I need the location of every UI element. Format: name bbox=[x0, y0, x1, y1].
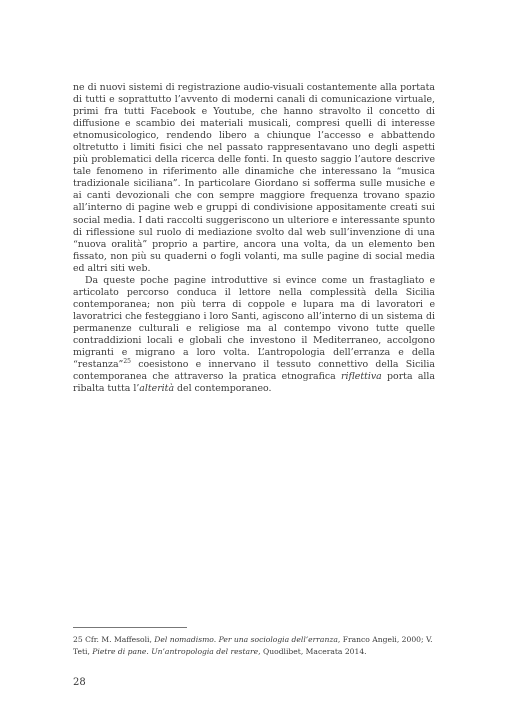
footnote-divider bbox=[73, 627, 187, 628]
footnote-title-1: Del nomadismo. Per una sociologia dell’erranza bbox=[154, 635, 338, 644]
paragraph-2-italic-2: alterità bbox=[139, 383, 175, 395]
footnote-reference: 25 bbox=[123, 357, 131, 365]
footnote bbox=[73, 634, 435, 657]
footnote-number: 25 bbox=[73, 635, 83, 644]
paragraph-2-text-2: coesistono e innervano il tessuto connettivo della Sicilia contemporanea che attraverso la pratica etnografica bbox=[73, 359, 435, 383]
paragraph-2-text-4: del contemporaneo. bbox=[174, 383, 272, 395]
footnote-text-2: , Franco Angeli, 2000; V. Teti, bbox=[73, 635, 433, 656]
paragraph-1: ne di nuovi sistemi di registrazione audio-visuali costantemente alla portata di tutti e soprattutto l’avvento di moderni canali di comunicazione virtuale, primi fra tutti Facebook e Youtube, che hanno stravolto il concetto di diffusione e scambio dei materiali musicali, compresi quelli di interesse etnomusicologico, rendendo libero a chiunque l’accesso e abbattendo oltretutto i limiti fisici che nel passato rappresentavano uno degli aspetti più problematici della ricerca delle fonti. In questo saggio l’autore descrive tale fenomeno in riferimento alle dinamiche che interessano la “musica tradizionale siciliana”. In particolare Giordano si sofferma sulle musiche e ai canti devozionali che con sempre maggiore frequenza trovano spazio all’interno di pagine web e gruppi di condivisione appositamente creati sui social media. I dati raccolti suggeriscono un ulteriore e interessante spunto di riflessione sul ruolo di mediazione svolto dal web sull’invenzione di una “nuova oralità” proprio a partire, ancora una volta, da un elemento ben fissato, non più su quaderni o fogli volanti, ma sulle pagine di social media ed altri siti web. bbox=[73, 82, 435, 274]
paragraph-2 bbox=[73, 275, 435, 395]
paragraph-2-text-1: Da queste poche pagine introduttive si evince come un frastagliato e articolato percorso conduca il lettore nella complessità della Sicilia contemporanea; non più terra di coppole e lupara ma di lavoratori e lavoratrici che festeggiano i loro Santi, agiscono all’interno di un sistema di permanenze culturali e religiose ma al contempo vivono tutte quelle contraddizioni locali e globali che investono il Mediterraneo, accolgono migranti e migrano a loro volta. L’antropologia dell’erranza e della “restanza” bbox=[73, 274, 435, 371]
paragraph-2-italic-1: riflettiva bbox=[341, 371, 382, 383]
footnote-title-2: Pietre di pane. Un’antropologia del restare bbox=[92, 646, 259, 656]
body-text bbox=[73, 82, 435, 395]
paragraph-2-text-3: porta alla ribalta tutta l’ bbox=[73, 371, 435, 395]
footnote-text-1: Cfr. M. Maffesoli, bbox=[85, 635, 155, 644]
footnote-text-3: , Quodlibet, Macerata 2014. bbox=[258, 646, 367, 656]
page-number: 28 bbox=[73, 677, 86, 688]
